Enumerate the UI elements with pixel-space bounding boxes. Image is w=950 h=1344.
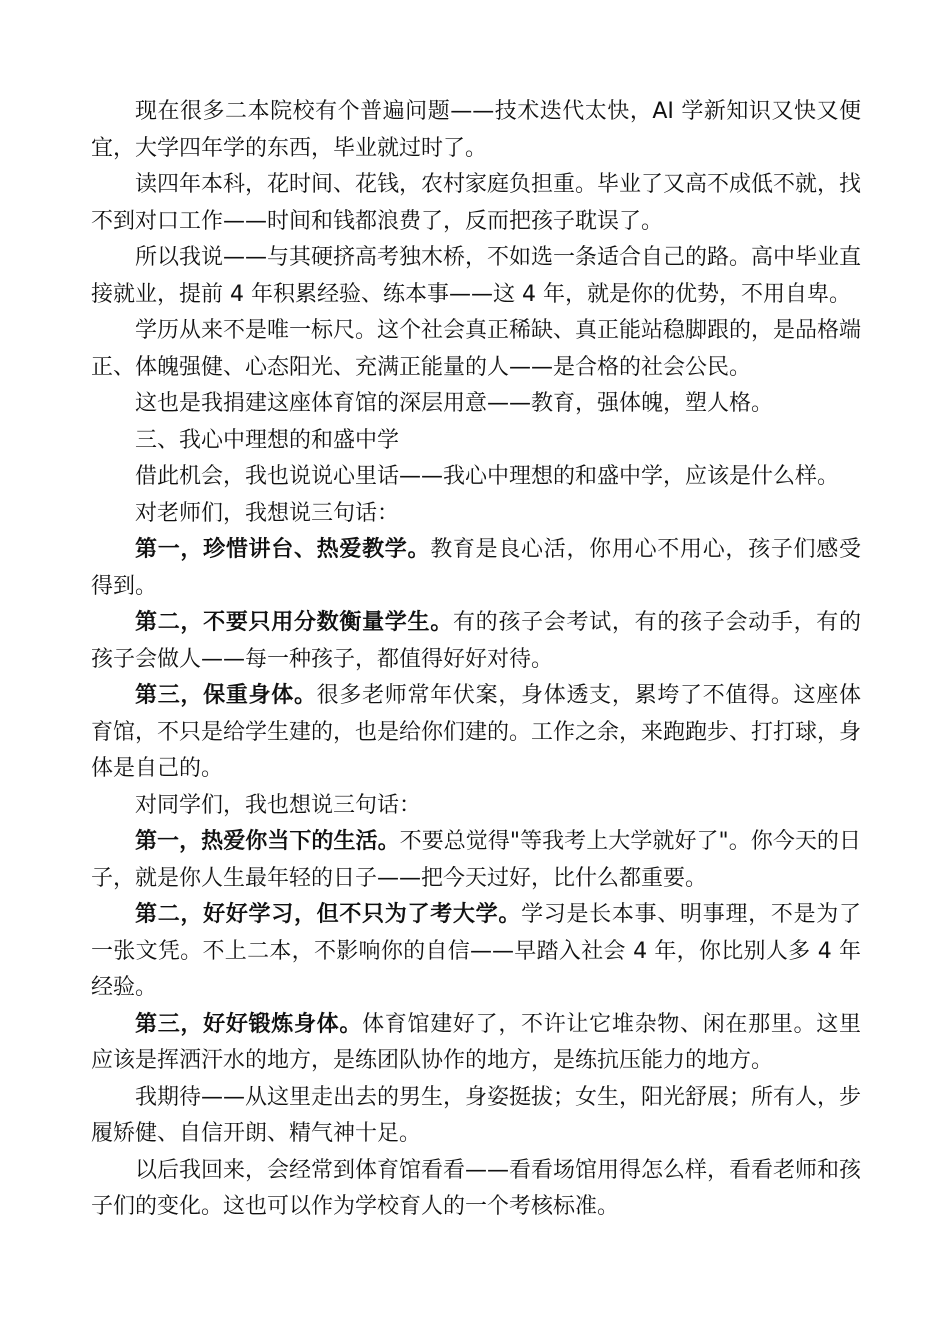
paragraph bbox=[91, 386, 861, 423]
paragraph bbox=[91, 1080, 861, 1153]
paragraph bbox=[91, 532, 861, 605]
paragraph-text: 有的孩子会考试，有的孩子会动手，有的孩子会做人——每一种孩子，都值得好好对待。 bbox=[91, 610, 861, 672]
paragraph-text: 对老师们，我想说三句话： bbox=[135, 500, 400, 526]
section-heading bbox=[91, 423, 861, 460]
paragraph bbox=[91, 1153, 861, 1226]
paragraph-text: 这也是我捐建这座体育馆的深层用意——教育，强体魄，塑人格。 bbox=[135, 391, 774, 416]
paragraph bbox=[91, 678, 861, 788]
paragraph bbox=[91, 459, 861, 496]
paragraph-text: 不要总觉得"等我考上大学就好了"。你今天的日子，就是你人生最年轻的日子——把今天过好，比什么都重要。 bbox=[91, 829, 861, 891]
paragraph bbox=[91, 94, 861, 167]
paragraph-text: 现在很多二本院校有个普遍问题——技术迭代太快，AI 学新知识又快又便宜，大学四年学的东西，毕业就过时了。 bbox=[91, 99, 861, 161]
paragraph-text: 学历从来不是唯一标尺。这个社会真正稀缺、真正能站稳脚跟的，是品格端正、体魄强健、心态阳光、充满正能量的人——是合格的社会公民。 bbox=[91, 318, 862, 380]
paragraph-lead: 第一，珍惜讲台、热爱教学。 bbox=[135, 537, 431, 562]
paragraph bbox=[91, 824, 861, 897]
paragraph-text: 借此机会，我也说说心里话——我心中理想的和盛中学，应该是什么样。 bbox=[135, 464, 840, 489]
paragraph bbox=[91, 1007, 861, 1080]
paragraph bbox=[91, 897, 861, 1007]
paragraph bbox=[91, 788, 861, 825]
paragraph-text: 以后我回来，会经常到体育馆看看——看看场馆用得怎么样，看看老师和孩子们的变化。这也可以作为学校育人的一个考核标准。 bbox=[91, 1157, 862, 1219]
paragraph-text: 体育馆建好了，不许让它堆杂物、闲在那里。这里应该是挥洒汗水的地方，是练团队协作的地方，是练抗压能力的地方。 bbox=[91, 1011, 861, 1073]
paragraph bbox=[91, 496, 861, 533]
paragraph bbox=[91, 605, 861, 678]
paragraph-text: 三、我心中理想的和盛中学 bbox=[135, 427, 400, 453]
paragraph-lead: 第一，热爱你当下的生活。 bbox=[135, 829, 400, 854]
paragraph-text: 学习是长本事、明事理，不是为了一张文凭。不上二本，不影响你的自信——早踏入社会 4 年，你比别人多 4 年经验。 bbox=[91, 902, 861, 1000]
paragraph-lead: 第三，好好锻炼身体。 bbox=[135, 1011, 363, 1037]
document-page bbox=[91, 94, 861, 1226]
paragraph-lead: 第二，好好学习，但不只为了考大学。 bbox=[135, 902, 522, 927]
paragraph-text: 所以我说——与其硬挤高考独木桥，不如选一条适合自己的路。高中毕业直接就业，提前 4 年积累经验、练本事——这 4 年，就是你的优势，不用自卑。 bbox=[91, 245, 862, 307]
paragraph-text: 我期待——从这里走出去的男生，身姿挺拔；女生，阳光舒展；所有人，步履矫健、自信开朗、精气神十足。 bbox=[91, 1084, 862, 1146]
paragraph bbox=[91, 167, 861, 240]
paragraph-text: 对同学们，我也想说三句话： bbox=[135, 792, 422, 818]
paragraph-text: 很多老师常年伏案，身体透支，累垮了不值得。这座体育馆，不只是给学生建的，也是给你们建的。工作之余，来跑跑步、打打球，身体是自己的。 bbox=[91, 683, 862, 781]
paragraph bbox=[91, 313, 861, 386]
paragraph-lead: 第三，保重身体。 bbox=[135, 683, 317, 708]
paragraph-lead: 第二，不要只用分数衡量学生。 bbox=[135, 610, 453, 635]
paragraph-text: 教育是良心活，你用心不用心，孩子们感受得到。 bbox=[91, 537, 861, 599]
paragraph-text: 读四年本科，花时间、花钱，农村家庭负担重。毕业了又高不成低不就，找不到对口工作——时间和钱都浪费了，反而把孩子耽误了。 bbox=[91, 172, 862, 234]
paragraph bbox=[91, 240, 861, 313]
